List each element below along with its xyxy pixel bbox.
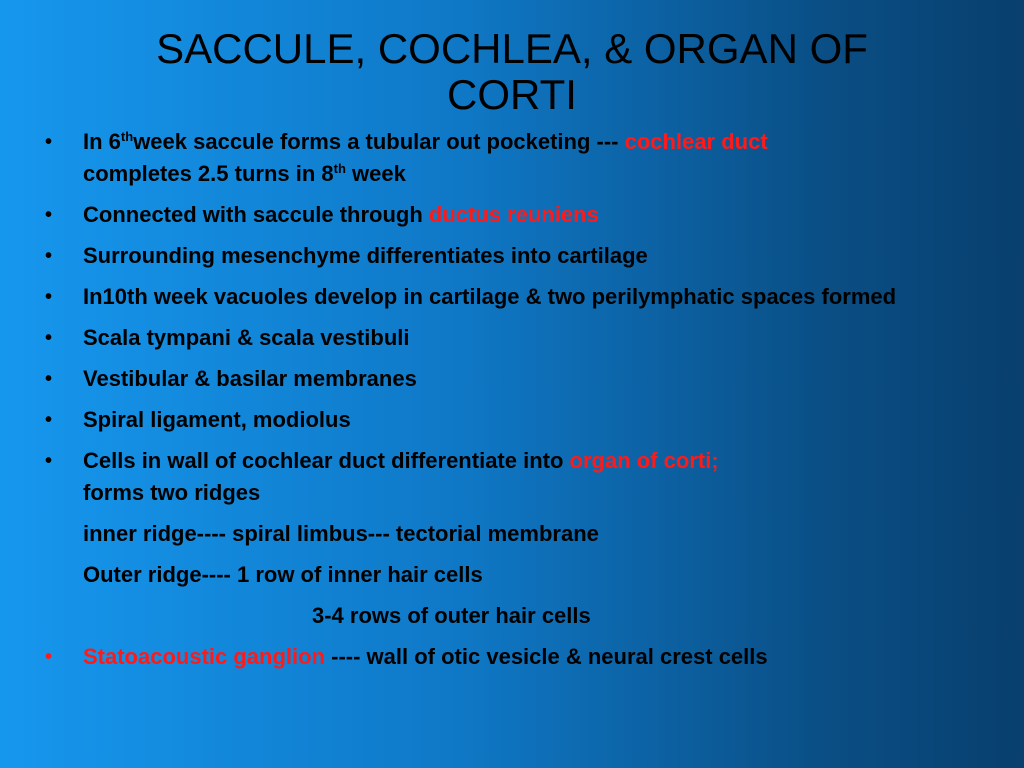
highlight-term: Statoacoustic ganglion [83, 644, 326, 669]
bullet-dot: • [45, 327, 53, 349]
highlight-term: cochlear duct [624, 129, 768, 154]
item-text: completes 2.5 turns in 8 [83, 161, 334, 186]
bullet-dot: • [45, 204, 53, 226]
subline-outer-ridge [40, 559, 990, 591]
bullet-dot: • [45, 286, 53, 308]
item-text: Spiral ligament, modiolus [83, 407, 351, 432]
superscript: th [120, 129, 134, 144]
item-text: Surrounding mesenchyme differentiates into cartilage [83, 243, 648, 268]
bullet-item-2 [40, 199, 990, 231]
item-text: Connected with saccule through [83, 202, 429, 227]
bullet-dot: • [45, 245, 53, 267]
item-text: 3-4 rows of outer hair cells [312, 603, 591, 628]
highlight-term: organ of corti; [569, 448, 719, 473]
bullet-dot: • [45, 131, 53, 153]
bullet-list [40, 126, 990, 682]
item-text: inner ridge---- spiral limbus--- tectorial membrane [83, 521, 599, 546]
item-text: forms two ridges [83, 480, 261, 505]
item-text: week saccule forms a tubular out pocketing --- [133, 129, 625, 154]
item-text: Scala tympani & scala vestibuli [83, 325, 410, 350]
superscript: th [333, 161, 346, 176]
item-text: Outer ridge---- 1 row of inner hair cells [83, 562, 483, 587]
bullet-item-4 [40, 281, 990, 313]
item-text: week [345, 161, 406, 186]
bullet-item-1 [40, 126, 990, 190]
bullet-item-7 [40, 404, 990, 436]
slide-title [60, 26, 964, 118]
item-text: ---- wall of otic vesicle & neural crest cells [325, 644, 768, 669]
highlight-term: ductus reuniens [428, 202, 599, 227]
item-text: In 6 [83, 129, 121, 154]
bullet-dot: • [45, 646, 53, 668]
bullet-item-3 [40, 240, 990, 272]
bullet-item-5 [40, 322, 990, 354]
title-line-2: CORTI [447, 71, 577, 118]
item-text: Cells in wall of cochlear duct differentiate into [83, 448, 570, 473]
bullet-item-8 [40, 445, 990, 509]
bullet-dot: • [45, 450, 53, 472]
bullet-dot: • [45, 409, 53, 431]
item-text: In10th week vacuoles develop in cartilage & two perilymphatic spaces formed [83, 284, 897, 309]
title-line-1: SACCULE, COCHLEA, & ORGAN OF [156, 25, 868, 72]
bullet-dot: • [45, 368, 53, 390]
bullet-item-ganglion [40, 641, 990, 673]
subline-inner-ridge [40, 518, 990, 550]
item-text: Vestibular & basilar membranes [83, 366, 417, 391]
bullet-item-6 [40, 363, 990, 395]
subline-outer-hair-cells [40, 600, 990, 632]
